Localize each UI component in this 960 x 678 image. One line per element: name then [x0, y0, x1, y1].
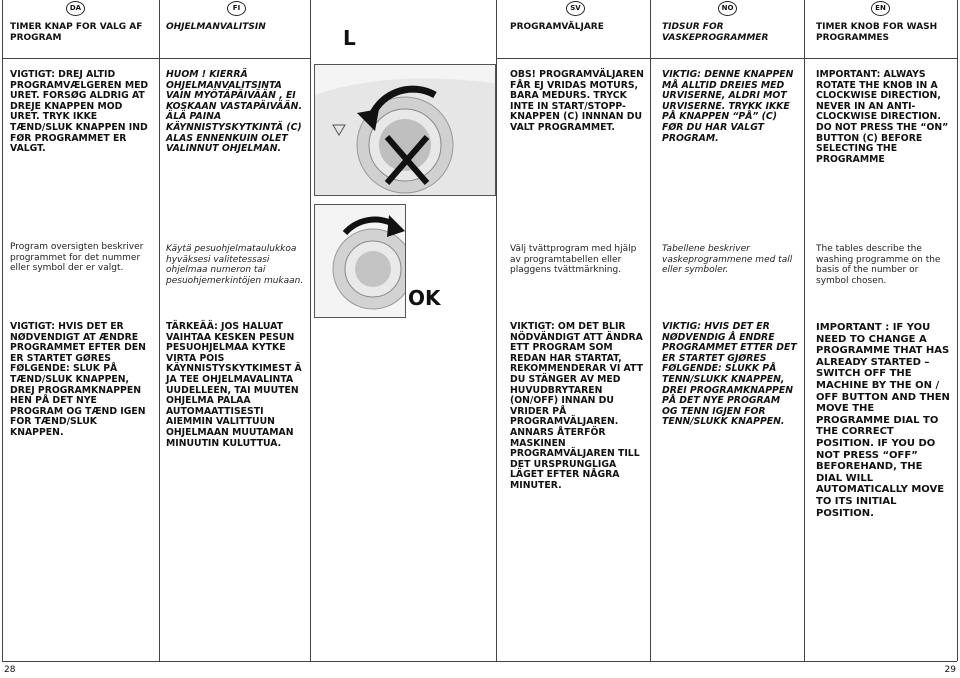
change-program-en: IMPORTANT : IF YOU NEED TO CHANGE A PROGRAMME THAT HAS ALREADY STARTED – SWITCH OFF THE MACHINE BY THE ON / OFF BUTTON AND THEN MOVE THE PROGRAMME DIAL TO THE CORRECT POSITION. IF YOU DO NOT PRESS “OFF” BEFOREHAND, THE DIAL WILL AUTOMATICALLY MOVE TO ITS INITIAL POSITION.	[816, 322, 950, 519]
ok-label: OK	[408, 286, 441, 310]
knob-anticlockwise-illustration	[314, 64, 496, 196]
change-program-sv: VIKTIGT: OM DET BLIR NÖDVÄNDIGT ATT ÄNDRA ETT PROGRAM SOM REDAN HAR STARTAT, REKOMMENDERAR VI ATT DU STÄNGER AV MED HUVUDBRYTAREN (ON/OFF) INNAN DU VRIDER PÅ PROGRAMVÄLJAREN. ANNARS ÅTERFÖR MASKINEN PROGRAMVÄLJAREN TILL DET URSPRUNGLIGA LÄGET EFTER NÅGRA MINUTER.	[510, 321, 643, 491]
heading-sv: PROGRAMVÄLJARE	[510, 22, 604, 32]
change-program-no: VIKTIG: HVIS DET ER NØDVENDIG Å ENDRE PROGRAMMET ETTER DET ER STARTET GJØRES FØLGENDE: SLUKK PÅ TENN/SLUKK KNAPPEN, DREI PROGRAMKNAPPEN PÅ DET NYE PROGRAM OG TENN IGJEN FOR TENN/SLUKK KNAPPEN.	[662, 321, 797, 428]
important-no: VIKTIG: DENNE KNAPPEN MÅ ALLTID DREIES MED URVISERNE, ALDRI MOT URVISERNE. TRYKK IKKE PÅ KNAPPEN “PÅ” (C) FØR DU HAR VALGT PROGRAM.	[662, 69, 794, 144]
header-rule	[496, 58, 957, 59]
knob-anticlockwise-icon	[315, 65, 495, 195]
knob-clockwise-illustration	[314, 204, 406, 318]
lang-badge-da: DA	[66, 1, 85, 16]
important-fi: HUOM ! KIERRÄ OHJELMANVALITSINTA VAIN MYÖTÄPÄIVÄÄN , EI KOSKAAN VASTAPÄIVÄÄN. ÄLÄ PAINA KÄYNNISTYSKYTKINTÄ (C) ALAS ENNENKUIN OLET VALINNUT OHJELMAN.	[166, 69, 302, 155]
column-divider	[804, 0, 805, 661]
heading-no: TIDSUR FOR VASKEPROGRAMMER	[662, 22, 769, 43]
lang-badge-en: EN	[871, 1, 890, 16]
column-divider	[650, 0, 651, 661]
table-note-en: The tables describe the washing programme on the basis of the number or symbol chosen.	[816, 244, 941, 286]
heading-en: TIMER KNOB FOR WASH PROGRAMMES	[816, 22, 938, 43]
lang-badge-fi: FI	[227, 1, 246, 16]
header-rule	[2, 58, 310, 59]
heading-fi: OHJELMANVALITSIN	[166, 22, 266, 32]
table-note-sv: Välj tvättprogram med hjälp av programtabellen eller plaggens tvättmärkning.	[510, 244, 637, 275]
column-divider	[159, 0, 160, 661]
table-note-fi: Käytä pesuohjelmataulukkoa hyväksesi valitetessasi ohjelmaa numeron tai pesuohjemerkintöjen mukaan.	[166, 244, 304, 286]
table-note-no: Tabellene beskriver vaskeprogrammene med tall eller symboler.	[662, 244, 793, 275]
right-border	[957, 0, 958, 661]
knob-clockwise-icon	[315, 205, 405, 317]
left-border	[2, 0, 3, 661]
footer-rule	[2, 661, 957, 662]
page-number-left: 28	[4, 665, 16, 675]
lang-badge-sv: SV	[566, 1, 585, 16]
page-number-right: 29	[944, 665, 956, 675]
heading-da: TIMER KNAP FOR VALG AF PROGRAM	[10, 22, 143, 43]
table-note-da: Program oversigten beskriver programmet for det nummer eller symbol der er valgt.	[10, 242, 144, 273]
column-divider	[496, 0, 497, 661]
lang-badge-no: NO	[718, 1, 737, 16]
important-da: VIGTIGT: DREJ ALTID PROGRAMVÆLGEREN MED URET. FORSØG ALDRIG AT DREJE KNAPPEN MOD URET. TRYK IKKE TÆND/SLUK KNAPPEN IND FØR PROGRAMMET ER VALGT.	[10, 69, 149, 155]
change-program-da: VIGTIGT: HVIS DET ER NØDVENDIGT AT ÆNDRE PROGRAMMET EFTER DEN ER STARTET GØRES FØLGENDE: SLUK PÅ TÆND/SLUK KNAPPEN, DREJ PROGRAMKNAPPEN HEN PÅ DET NYE PROGRAM OG TÆND IGEN FOR TÆND/SLUK KNAPPEN.	[10, 321, 146, 438]
change-program-fi: TÄRKEÄÄ: JOS HALUAT VAIHTAA KESKEN PESUN PESUOHJELMAA KYTKE VIRTA POIS KÄYNNISTYSKYTKIMEST Ä JA TEE OHJELMAVALINTA UUDELLEEN, TAI MUUTEN OHJELMA PALAA AUTOMAATTISESTI AIEMMIN VALITTUUN OHJELMAAN MUUTAMAN MINUUTIN KULUTTUA.	[166, 321, 302, 449]
important-sv: OBS! PROGRAMVÄLJAREN FÅR EJ VRIDAS MOTURS, BARA MEDURS. TRYCK INTE IN START/STOPP-KNAPPEN (C) INNNAN DU VALT PROGRAMMET.	[510, 69, 644, 133]
column-divider	[310, 0, 311, 661]
important-en: IMPORTANT: ALWAYS ROTATE THE KNOB IN A CLOCKWISE DIRECTION, NEVER IN AN ANTI-CLOCKWISE DIRECTION. DO NOT PRESS THE “ON” BUTTON (C) BEFORE SELECTING THE PROGRAMME	[816, 69, 949, 165]
section-letter: L	[343, 26, 356, 50]
